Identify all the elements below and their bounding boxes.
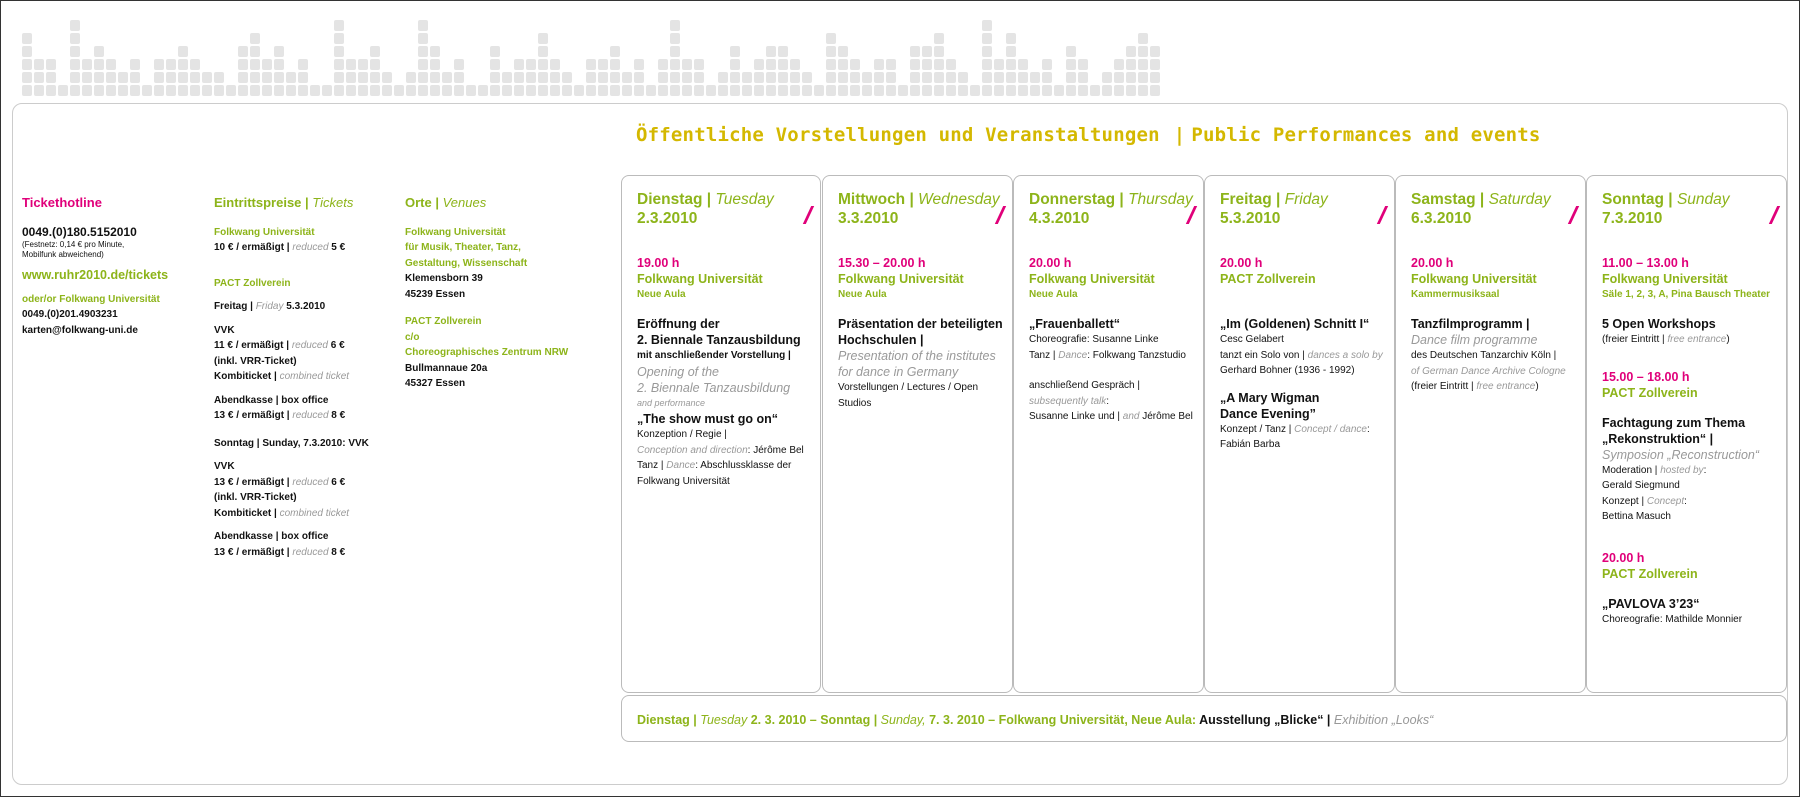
event-detail-1: des Deutschen Tanzarchiv Köln | (1411, 350, 1557, 361)
moderation-b: hosted by (1660, 464, 1704, 476)
event-title: Eröffnung der (637, 317, 720, 331)
credit-4: Folkwang Universität (637, 475, 730, 487)
event-title-4: „PAVLOVA 3’23“ (1602, 596, 1700, 611)
day-name: Mittwoch (838, 191, 906, 208)
ab2-c: 8 € (328, 546, 346, 558)
day-name: Sonntag (1602, 191, 1664, 208)
talk-3c: Jérôme Bel (1139, 411, 1193, 422)
event-time: 19.00 h (637, 256, 680, 270)
venue-fw-3: Gestaltung, Wissenschaft (405, 257, 528, 269)
day-name: Samstag (1411, 191, 1476, 208)
event-show-title: „The show must go on“ (637, 412, 778, 426)
event-details: Vorstellungen / Lectures / Open Studios (838, 382, 979, 409)
kombi-ticket-2 (214, 506, 394, 522)
event-title-2: Fachtagung zum Thema (1602, 415, 1746, 430)
venue-pact-3: Choreographisches Zentrum NRW (405, 347, 569, 358)
price-folkwang-name: Folkwang Universität (214, 226, 315, 238)
footer-c: 2. 3. 2010 – Sonntag | (747, 713, 881, 727)
day-name-en: Wednesday (918, 191, 1000, 208)
credit-3a: Tanz | (637, 460, 667, 471)
exhibition-footer (621, 695, 1787, 742)
prices-title-de: Eintrittspreise (214, 195, 302, 210)
event-title-2: Hochschulen | (838, 333, 924, 347)
day-name-en: Tuesday (715, 191, 774, 208)
venues-title-de: Orte (405, 195, 432, 210)
day-name-en: Saturday (1488, 191, 1551, 208)
prices-title-sep: | (301, 195, 313, 210)
title-en: Public Performances and events (1191, 124, 1541, 146)
event-venue: Folkwang Universität (637, 272, 763, 286)
footer-b: Tuesday (700, 713, 748, 727)
event-title-3: „Rekonstruktion“ | (1602, 431, 1714, 446)
credit-1: Konzeption / Regie | (637, 429, 727, 440)
event-title: Tanzfilmprogramm | (1411, 317, 1530, 331)
concept-name: Bettina Masuch (1602, 511, 1671, 522)
event-title-en-2: for dance in Germany (838, 365, 959, 379)
pact-day-a: Freitag | (214, 301, 256, 312)
day-date: 5.3.2010 (1220, 210, 1281, 227)
folkwang-label: oder/or Folkwang Universität (22, 293, 160, 305)
prices-title (214, 195, 394, 211)
price-folkwang-c: 5 € (328, 242, 346, 253)
venues-title (405, 195, 595, 211)
event-time: 20.00 h (1220, 256, 1263, 270)
event-title-en: Presentation of the institutes (838, 349, 996, 363)
event-detail-3b: free entrance (1476, 381, 1536, 392)
venues-section (405, 195, 595, 392)
footer-a: Dienstag | (637, 713, 701, 727)
vrr-note: (inkl. VRR-Ticket) (214, 355, 297, 367)
folkwang-email-link[interactable]: karten@folkwang-uni.de (22, 324, 138, 336)
concept-b: Concept (1646, 495, 1685, 507)
event-detail-2: of German Dance Archive Cologne (1411, 365, 1566, 377)
event-detail-1c: ) (1726, 334, 1730, 345)
price-folkwang: 10 € / ermäßigt | reduced 5 € (214, 242, 346, 253)
venue-fw-street: Klemensborn 39 (405, 273, 483, 284)
day-sunday: Sonntag | Sunday 7.3.2010 11.00 – 13.00 h Folkwang Universität Säle 1, 2, 3, A, Pina Bausch Theater 5 Open Workshops (freier Eintritt | free entrance) 15.00 – 18.00 h PACT Zollverein Fachtagung zum Thema „Rekonstruktion“ | Symposion „Reconstruction“ Moderation | hosted by: Gerald Siegmund Konzept | Concept: Bettina Masuch 20.00 h PACT Zollverein „PAVLOVA 3’23“ Choreografie: Mathilde Monnier (1586, 175, 1787, 693)
ab1-b: reduced (292, 410, 329, 421)
venue-pact-street: Bullmannaue 20a (405, 362, 488, 374)
event-venue-1: Folkwang Universität (1602, 272, 1728, 286)
day-friday: Freitag | Friday 5.3.2010 20.00 h PACT Zollverein „Im (Goldenen) Schnitt I“ Cesc Gelabert tanzt ein Solo von | dances a solo by Gerhard Bohner (1936 - 1992) „A Mary Wigman Dance Evening” Konzept / Tanz | Concept / dance: Fabián Barba (1204, 175, 1395, 693)
kombi1-b: combined ticket (279, 371, 350, 382)
hotline-title: Tickethotline (22, 195, 102, 210)
footer-e: 7. 3. 2010 – Folkwang Universität, Neue Aula: (925, 713, 1200, 727)
kombi1-a: Kombiticket | (214, 371, 280, 382)
ab2-b: reduced (292, 546, 329, 558)
abendkasse-price-1: 13 € / ermäßigt | reduced 8 € (214, 410, 346, 421)
day-date: 4.3.2010 (1029, 210, 1090, 227)
vrr-note-2: (inkl. VRR-Ticket) (214, 492, 297, 503)
event-title: „Frauenballett“ (1029, 317, 1120, 331)
talk-2: subsequently talk (1029, 395, 1107, 407)
talk-3a: Susanne Linke und | (1029, 411, 1123, 422)
talk-3b: and (1122, 411, 1140, 422)
event-detail-3a: (freier Eintritt | (1411, 381, 1477, 392)
event-time: 15.30 – 20.00 h (838, 256, 926, 270)
folkwang-phone: 0049.(0)201.4903231 (22, 309, 118, 320)
kombi2-a: Kombiticket | (214, 507, 280, 519)
credit-4b: Concept / dance (1294, 423, 1367, 435)
credit-5: Fabián Barba (1220, 439, 1281, 450)
event-title-3: mit anschließender Vorstellung | (637, 350, 791, 361)
event-title-en: Opening of the (637, 364, 720, 379)
event-title-2: 2. Biennale Tanzausbildung (637, 333, 801, 347)
vvk-price-1: 11 € / ermäßigt | reduced 6 € (214, 340, 345, 351)
footer-g: Exhibition „Looks“ (1333, 713, 1434, 727)
day-date: 3.3.2010 (838, 210, 899, 227)
venue-pact-1: PACT Zollverein (405, 316, 482, 327)
price-pact-name: PACT Zollverein (214, 277, 291, 289)
event-title-en: Dance film programme (1411, 333, 1538, 347)
day-name-en: Friday (1284, 191, 1328, 208)
event-time-2: 15.00 – 18.00 h (1602, 369, 1690, 384)
ticket-url-link[interactable]: www.ruhr2010.de/tickets (22, 268, 169, 282)
event-venue: Folkwang Universität (1411, 272, 1537, 286)
pact-day-c: 5.3.2010 (283, 301, 326, 312)
sunday-vvk-label: Sonntag | Sunday, 7.3.2010: VVK (214, 437, 369, 449)
event-time: 20.00 h (1029, 256, 1072, 270)
event-room: Neue Aula (637, 289, 686, 300)
event-detail-3c: ) (1535, 381, 1539, 392)
credit-2a: tanzt ein Solo von | (1220, 349, 1308, 361)
kombi2-b: combined ticket (279, 507, 350, 519)
hotline-note-2: Mobilfunk abweichend) (22, 250, 104, 259)
day-name-en: Thursday (1128, 191, 1193, 208)
credit-2b: dances a solo by (1307, 349, 1383, 361)
credit-3: Gerhard Bohner (1936 - 1992) (1220, 365, 1355, 376)
pact-day-b: Friday (255, 301, 284, 312)
vvk2-a: 13 € / ermäßigt (214, 476, 285, 488)
ticket-hotline-section (22, 195, 197, 338)
vvk1-a: 11 € / ermäßigt (214, 340, 284, 351)
event-room: Kammermusiksaal (1411, 289, 1500, 300)
vvk1-c: 6 € (327, 340, 345, 351)
day-date: 2.3.2010 (637, 210, 698, 227)
credit-1: Cesc Gelabert (1220, 334, 1284, 345)
vvk1-b: reduced (291, 340, 328, 351)
venue-pact-city: 45327 Essen (405, 378, 466, 389)
venue-fw-1: Folkwang Universität (405, 226, 506, 238)
prices-title-en: Tickets (312, 195, 354, 210)
vvk-label: VVK (214, 324, 235, 336)
venues-title-sep: | (431, 195, 443, 210)
event-title-3: Dance Evening” (1220, 406, 1316, 421)
event-time: 20.00 h (1411, 256, 1454, 270)
credit-4a: Konzept / Tanz | (1220, 423, 1295, 435)
day-date: 6.3.2010 (1411, 210, 1472, 227)
event-venue-2: PACT Zollverein (1602, 385, 1698, 400)
credit-2b: : Jérôme Bel (747, 444, 804, 456)
event-venue: Folkwang Universität (1029, 272, 1155, 286)
credit-2c: : Folkwang Tanzstudio (1087, 349, 1186, 361)
event-title: Präsentation der beteiligten (838, 317, 1003, 331)
event-title: „Im (Goldenen) Schnitt I“ (1220, 317, 1370, 331)
day-saturday: Samstag | Saturday 6.3.2010 20.00 h Folkwang Universität Kammermusiksaal Tanzfilmprogramm | Dance film programme des Deutschen Tanzarchiv Köln | of German Dance Archive Cologne (freier Eintritt | free entrance) (1395, 175, 1586, 693)
event-venue-3: PACT Zollverein (1602, 566, 1698, 581)
vvk2-b: reduced (292, 476, 329, 488)
title-de: Öffentliche Vorstellungen und Veranstaltungen (636, 124, 1160, 146)
event-title-1: 5 Open Workshops (1602, 317, 1716, 331)
title-separator: | (1173, 124, 1186, 146)
day-name: Donnerstag (1029, 191, 1116, 208)
credit-3c: : Abschlussklasse der (695, 460, 792, 471)
credit-1: Choreografie: Mathilde Monnier (1602, 613, 1743, 625)
abendkasse-label-2: Abendkasse | box office (214, 531, 329, 542)
day-name-en: Sunday (1676, 191, 1730, 208)
concept-a: Konzept | (1602, 495, 1647, 507)
hotline-note-1: (Festnetz: 0,14 € pro Minute, (22, 240, 125, 249)
hotline-phone: 0049.(0)180.5152010 (22, 224, 137, 239)
event-time-3: 20.00 h (1602, 550, 1645, 565)
event-room: Neue Aula (838, 289, 887, 300)
venue-fw-city: 45239 Essen (405, 288, 466, 300)
credit-2a: Tanz | (1029, 349, 1059, 361)
kombi-ticket-1 (214, 369, 394, 385)
decorative-block-pattern (0, 0, 1800, 105)
price-folkwang-a: 10 € / ermäßigt (214, 242, 285, 253)
price-pact-day (214, 299, 394, 315)
abendkasse-price-2: 13 € / ermäßigt | reduced 8 € (214, 546, 346, 558)
credit-1: Choreografie: Susanne Linke (1029, 334, 1159, 345)
event-title-en-2: 2. Biennale Tanzausbildung (637, 380, 791, 395)
footer-f: Ausstellung „Blicke“ | (1199, 713, 1334, 727)
moderator-name: Gerald Siegmund (1602, 480, 1680, 491)
day-name: Dienstag (637, 191, 703, 208)
vvk-label-2: VVK (214, 461, 235, 472)
event-venue: PACT Zollverein (1220, 272, 1316, 286)
event-detail-1b: free entrance (1667, 334, 1727, 345)
event-detail-1a: (freier Eintritt | (1602, 334, 1668, 345)
price-folkwang-b: reduced (292, 242, 329, 253)
credit-3b: Dance (666, 460, 696, 471)
day-wednesday: Mittwoch | Wednesday 3.3.2010 15.30 – 20.00 h Folkwang Universität Neue Aula Präsentation der beteiligten Hochschulen | Presentation of the institutes for dance in Germany Vorstellungen / Lectures / Open Studios (822, 175, 1013, 693)
ab1-c: 8 € (328, 410, 346, 421)
ab1-a: 13 € / ermäßigt (214, 410, 285, 421)
event-room: Neue Aula (1029, 289, 1078, 300)
prices-section (214, 195, 394, 560)
venue-pact-2: c/o (405, 331, 420, 343)
moderation-c: : (1703, 464, 1707, 476)
moderation-a: Moderation | (1602, 464, 1661, 476)
credit-4c: : (1366, 423, 1370, 435)
event-venue: Folkwang Universität (838, 272, 964, 286)
day-name: Freitag (1220, 191, 1272, 208)
talk-2b: : (1106, 395, 1110, 407)
talk-1: anschließend Gespräch | (1029, 380, 1140, 391)
page-title (636, 124, 1541, 146)
event-room-1: Säle 1, 2, 3, A, Pina Bausch Theater (1602, 289, 1771, 300)
day-thursday: Donnerstag | Thursday 4.3.2010 20.00 h Folkwang Universität Neue Aula „Frauenballett“ Choreografie: Susanne Linke Tanz | Dance: Folkwang Tanzstudio anschließend Gespräch | subsequently talk: Susanne Linke und | and Jérôme Bel (1013, 175, 1204, 693)
ab2-a: 13 € / ermäßigt (214, 546, 285, 558)
credit-2b: Dance (1058, 349, 1088, 361)
event-title-en: Symposion „Reconstruction“ (1602, 447, 1760, 462)
abendkasse-label-1: Abendkasse | box office (214, 394, 329, 406)
day-tuesday: Dienstag | Tuesday 2.3.2010 19.00 h Folkwang Universität Neue Aula Eröffnung der 2. Biennale Tanzausbildung mit anschließender Vorstellung | Opening of the 2. Biennale Tanzausbildung and performance „The show must go on“ Konzeption / Regie | Conception and direction: Jérôme Bel Tanz | Dance: Abschlussklasse der Folkwang Universität (621, 175, 821, 693)
vvk2-c: 6 € (328, 476, 346, 488)
event-time-1: 11.00 – 13.00 h (1602, 256, 1689, 270)
event-title-2: „A Mary Wigman (1220, 390, 1320, 405)
footer-d: Sunday, (880, 713, 926, 727)
day-date: 7.3.2010 (1602, 210, 1663, 227)
concept-c: : (1684, 495, 1687, 507)
credit-2a: Conception and direction (637, 444, 748, 456)
venue-fw-2: für Musik, Theater, Tanz, (405, 242, 521, 253)
venues-title-en: Venues (442, 195, 487, 210)
vvk-price-2: 13 € / ermäßigt | reduced 6 € (214, 476, 346, 488)
event-title-en-3: and performance (637, 397, 706, 408)
